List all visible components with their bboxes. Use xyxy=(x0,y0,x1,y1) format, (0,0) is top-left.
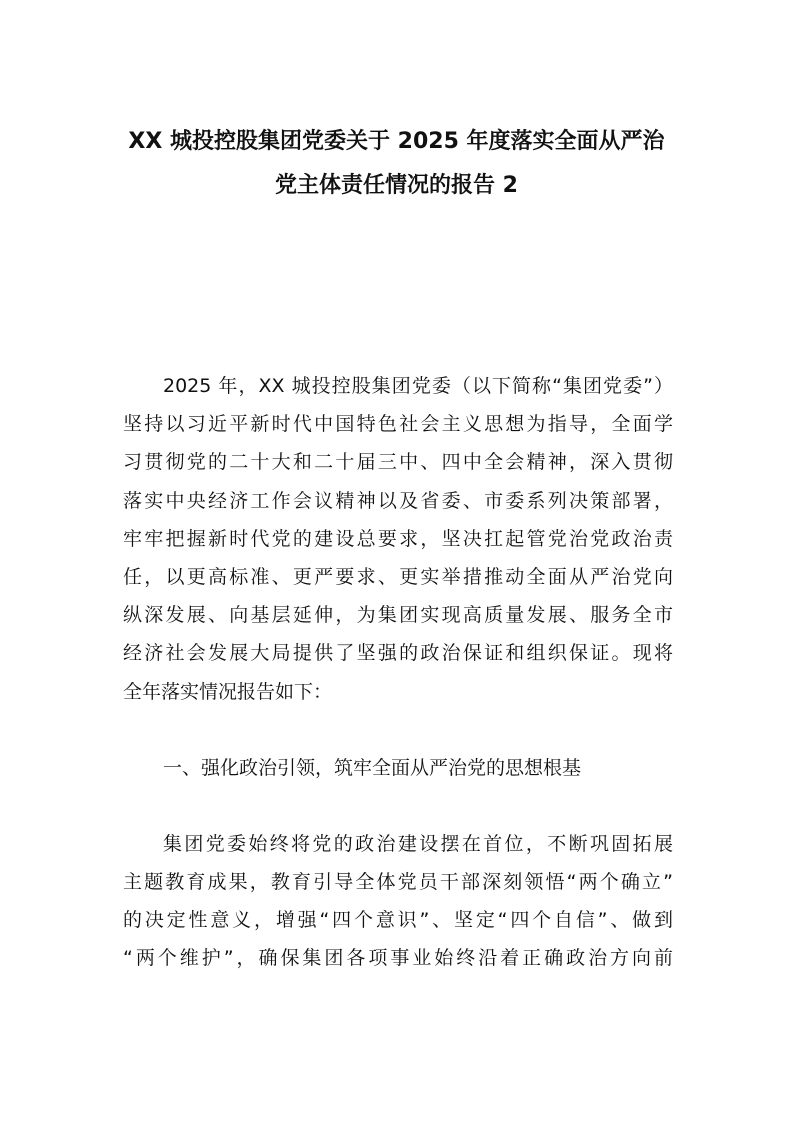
section-heading: 一、强化政治引领，筑牢全面从严治党的思想根基 xyxy=(163,756,582,779)
paragraph-line: 牢牢把握新时代党的建设总要求，坚决扛起管党治党政治责 xyxy=(123,527,673,550)
paragraph-line: 主题教育成果，教育引导全体党员干部深刻领悟“两个确立” xyxy=(123,871,673,894)
document-title xyxy=(96,120,697,208)
paragraph-line: 任，以更高标准、更严要求、更实举措推动全面从严治党向 xyxy=(123,565,673,588)
paragraph-spacer xyxy=(123,787,673,825)
paragraph-line: 集团党委始终将党的政治建设摆在首位，不断巩固拓展 xyxy=(163,832,673,855)
section-paragraph xyxy=(123,825,673,978)
paragraph-line: 落实中央经济工作会议精神以及省委、市委系列决策部署， xyxy=(123,489,673,512)
title-line-1: XX 城投控股集团党委关于 2025 年度落实全面从严治 xyxy=(128,129,665,154)
document-body xyxy=(123,367,673,978)
paragraph-line: 纵深发展、向基层延伸，为集团实现高质量发展、服务全市 xyxy=(123,604,673,627)
title-line-2: 党主体责任情况的报告 2 xyxy=(275,173,518,198)
paragraph-spacer xyxy=(123,711,673,749)
paragraph-line: 经济社会发展大局提供了坚强的政治保证和组织保证。现将 xyxy=(123,642,673,665)
paragraph-line: 习贯彻党的二十大和二十届三中、四中全会精神，深入贯彻 xyxy=(123,451,673,474)
paragraph-line: 2025 年，XX 城投控股集团党委（以下简称“集团党委”） xyxy=(163,375,673,397)
paragraph-line: 全年落实情况报告如下： xyxy=(123,680,333,703)
paragraph-line: 的决定性意义，增强“四个意识”、坚定“四个自信”、做到 xyxy=(123,909,673,932)
intro-paragraph xyxy=(123,367,673,711)
paragraph-line: 坚持以习近平新时代中国特色社会主义思想为指导，全面学 xyxy=(123,413,673,436)
paragraph-line: “两个维护”，确保集团各项事业始终沿着正确政治方向前 xyxy=(123,947,673,970)
